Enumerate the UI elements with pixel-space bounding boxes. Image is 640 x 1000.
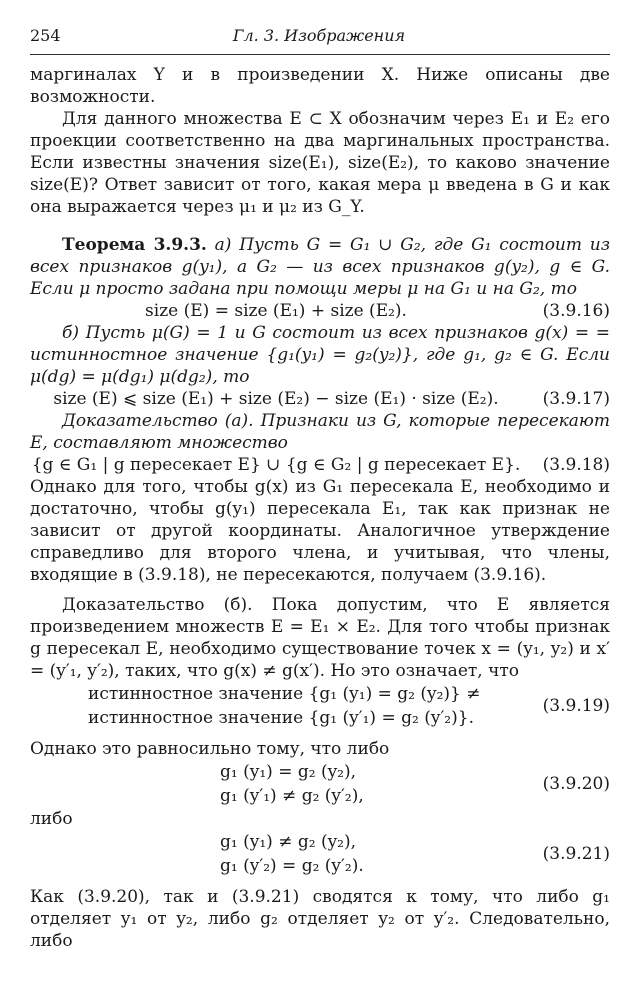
page-body	[30, 64, 610, 952]
equation-line: g₁ (y₁) = g₂ (y₂),	[220, 762, 357, 782]
page-number: 254	[30, 26, 61, 45]
equation-lines	[30, 760, 522, 808]
paragraph-final: Как (3.9.20), так и (3.9.21) сводятся к тому, что либо g₁ отделяет y₁ от y₂, либо g₂ отделяет y₂ от y′₂. Следовательно, либо	[30, 887, 610, 951]
theorem-a-text: а) Пусть G = G₁ ∪ G₂, где G₁ состоит из всех признаков g(y₁), а G₂ — из всех признаков g(y₂), g ∈ G. Если μ просто задана при помощи меры μ на G₁ и на G₂, то	[30, 235, 611, 299]
equation-3-9-20	[30, 760, 610, 808]
theorem-part-a	[30, 234, 610, 300]
equation-line: g₁ (y′₁) ≠ g₂ (y′₂),	[220, 786, 364, 806]
equation-body: {g ∈ G₁ | g пересекает E} ∪ {g ∈ G₂ | g пересекает E}.	[31, 455, 521, 475]
equation-3-9-21	[30, 830, 610, 878]
equation-3-9-19	[30, 682, 610, 730]
theorem-part-b: б) Пусть μ(G) = 1 и G состоит из всех признаков g(x) = = истинностное значение {g₁(y₁) = g₂(y₂)}, где g₁, g₂ ∈ G. Если μ(dg) = μ(dg₁) μ(dg₂), то	[30, 323, 610, 387]
proof-a-start: Доказательство (а). Признаки из G, которые пересекают E, составляют множество	[30, 411, 610, 453]
paragraph-projections: Для данного множества E ⊂ X обозначим через E₁ и E₂ его проекции соответственно на два маргинальных пространства. Если известны значения size(E₁), size(E₂), то каково значение size(E)? Ответ зависит от того, какая мера μ введена в G и как она выражается через μ₁ и μ₂ из G_Y.	[30, 109, 610, 217]
paragraph-equivalence: Однако это равносильно тому, что либо	[30, 739, 390, 759]
equation-lines	[30, 682, 522, 730]
proof-b-start: Доказательство (б). Пока допустим, что E является произведением множеств E = E₁ × E₂. Для того чтобы признак g пересекал E, необходимо существование точек x = (y₁, y₂) и x′ = (y′₁, y′₂), таких, что g(x) ≠ g(x′). Но это означает, что	[30, 595, 610, 681]
equation-3-9-17	[30, 388, 610, 410]
equation-number: (3.9.20)	[542, 774, 610, 794]
paragraph-proof-a-body: Однако для того, чтобы g(x) из G₁ пересекала E, необходимо и достаточно, чтобы g(y₁) пересекала E₁, так как признак не зависит от другой координаты. Аналогичное утверждение справедливо для второго члена, и учитывая, что члены, входящие в (3.9.18), не пересекаются, получаем (3.9.16).	[30, 477, 610, 585]
equation-number: (3.9.17)	[542, 389, 610, 409]
equation-line: g₁ (y₁) ≠ g₂ (y₂),	[220, 832, 357, 852]
equation-3-9-16	[30, 300, 610, 322]
paragraph-intro: маргиналах Y и в произведении X. Ниже описаны две возможности.	[30, 65, 610, 107]
paragraph-either: либо	[30, 809, 73, 829]
equation-number: (3.9.19)	[542, 696, 610, 716]
header-rule	[30, 54, 610, 55]
equation-line: истинностное значение {g₁ (y₁) = g₂ (y₂)} ≠	[88, 684, 481, 704]
equation-number: (3.9.18)	[542, 455, 610, 475]
equation-body: size (E) = size (E₁) + size (E₂).	[145, 301, 407, 321]
equation-body: size (E) ⩽ size (E₁) + size (E₂) − size (E₁) · size (E₂).	[53, 389, 499, 409]
theorem-label: Теорема 3.9.3.	[62, 235, 207, 255]
page-header	[30, 26, 608, 50]
equation-number: (3.9.16)	[542, 301, 610, 321]
running-title: Гл. 3. Изображения	[232, 26, 406, 45]
equation-line: истинностное значение {g₁ (y′₁) = g₂ (y′₂)}.	[88, 708, 474, 728]
equation-lines	[30, 830, 522, 878]
equation-number: (3.9.21)	[542, 844, 610, 864]
equation-3-9-18	[30, 454, 610, 476]
equation-line: g₁ (y′₂) = g₂ (y′₂).	[220, 856, 364, 876]
